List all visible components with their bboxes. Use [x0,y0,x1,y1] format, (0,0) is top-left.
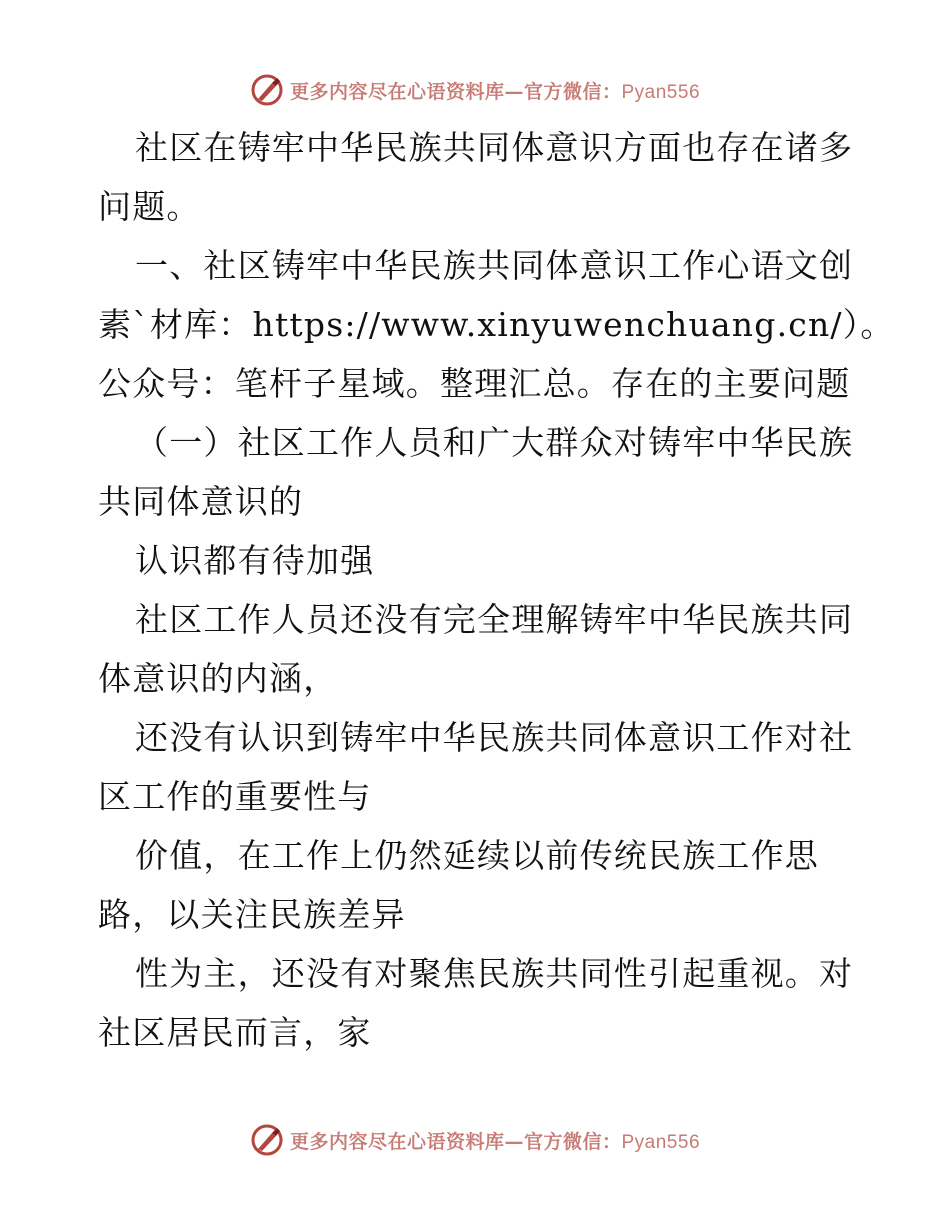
text-line: 一、社区铸牢中华民族共同体意识工作心语文创 [135,246,854,285]
text-line: 素`材库：https://www.xinyuwenchuang.cn/）。 [98,305,895,344]
footer-watermark-banner [0,1120,950,1160]
text-line: （一）社区工作人员和广大群众对铸牢中华民族 [135,423,854,462]
pen-logo-icon [250,73,284,107]
text-line: 公众号：笔杆子星域。整理汇总。存在的主要问题 [98,364,851,403]
text-line: 体意识的内涵， [98,659,338,698]
text-line: 性为主，还没有对聚焦民族共同性引起重视。对 [135,954,854,993]
pen-logo-icon [250,1123,284,1157]
header-watermark-banner [0,70,950,110]
text-line: 共同体意识的 [98,482,304,521]
text-line: 认识都有待加强 [135,541,375,580]
text-line: 社区工作人员还没有完全理解铸牢中华民族共同 [135,600,854,639]
text-line: 问题。 [98,187,201,226]
document-body [98,118,895,1062]
text-line: 路，以关注民族差异 [98,895,406,934]
header-watermark-text: 更多内容尽在心语资料库—官方微信：Pyan556 [289,80,701,103]
text-line: 社区在铸牢中华民族共同体意识方面也存在诸多 [135,128,854,167]
text-line: 区工作的重要性与 [98,777,372,816]
text-line: 价值，在工作上仍然延续以前传统民族工作思 [135,836,819,875]
text-line: 社区居民而言，家 [98,1013,372,1052]
text-line: 还没有认识到铸牢中华民族共同体意识工作对社 [135,718,854,757]
footer-watermark-text: 更多内容尽在心语资料库—官方微信：Pyan556 [289,1130,701,1153]
